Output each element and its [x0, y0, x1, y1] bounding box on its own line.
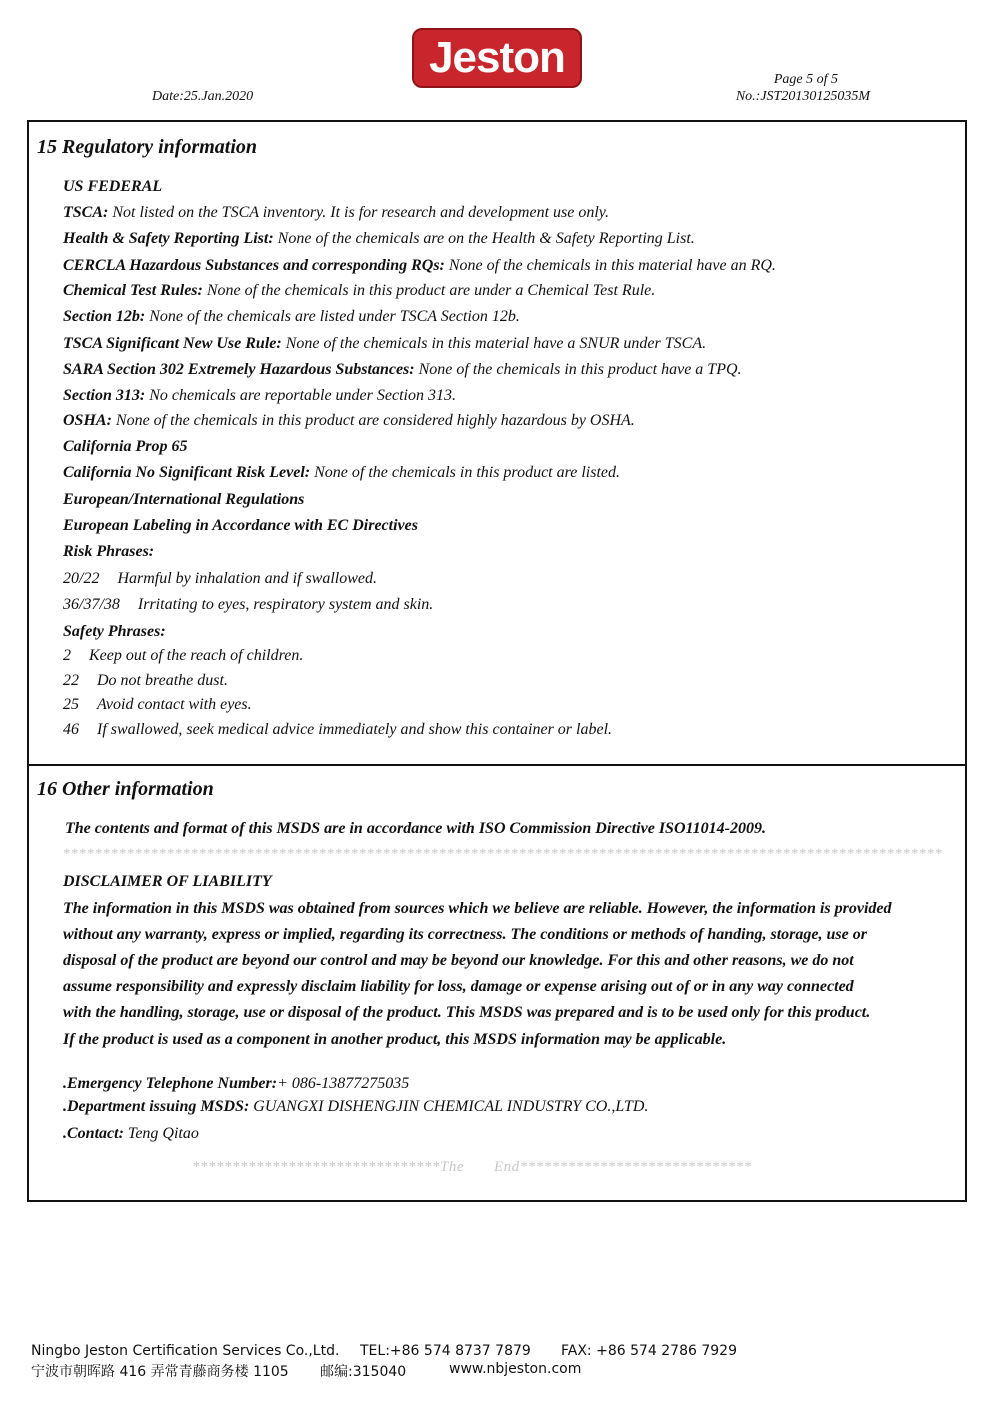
contact-value: Teng Qitao: [123, 1125, 199, 1142]
nsrl-text: None of the chemicals in this product are listed.: [310, 464, 621, 481]
snur-text: None of the chemicals in this material have a SNUR under TSCA.: [281, 335, 707, 352]
document-number: No.:JST20130125035M: [735, 89, 870, 104]
footer-address: 宁波市朝晖路 416 弄常青藤商务楼 1105: [31, 1364, 289, 1380]
end-marker: [192, 1159, 752, 1176]
nsrl-line: [63, 464, 620, 482]
footer-company: Ningbo Jeston Certification Services Co.,Ltd.: [31, 1343, 340, 1359]
euro-labeling-heading: European Labeling in Accordance with EC Directives: [63, 517, 418, 534]
footer-postcode: 邮编:315040: [320, 1364, 407, 1380]
nsrl-label: California No Significant Risk Level:: [63, 464, 311, 481]
safety-phrase-item: [63, 721, 612, 739]
chemical-test-rules-text: None of the chemicals in this product are under a Chemical Test Rule.: [202, 282, 656, 299]
health-safety-text: None of the chemicals are on the Health & Safety Reporting List.: [273, 230, 695, 247]
tsca-text: Not listed on the TSCA inventory. It is for research and development use only.: [108, 204, 610, 221]
sara-line: [63, 361, 742, 379]
contact-label: .Contact:: [63, 1125, 124, 1142]
footer-website[interactable]: www.nbjeston.com: [449, 1361, 582, 1377]
section-313-text: No chemicals are reportable under Section 313.: [145, 387, 456, 404]
footer-tel: TEL:+86 574 8737 7879: [360, 1343, 531, 1359]
department-value: GUANGXI DISHENGJIN CHEMICAL INDUSTRY CO.,LTD.: [249, 1098, 649, 1115]
section-12b-line: [63, 308, 520, 326]
cercla-label: CERCLA Hazardous Substances and corresponding RQs:: [63, 257, 445, 274]
end-marker-right: End*****************************: [494, 1159, 752, 1175]
risk-phrase-item: [63, 596, 433, 614]
jeston-logo: [412, 28, 582, 88]
department-label: .Department issuing MSDS:: [63, 1098, 250, 1115]
risk-phrases-heading: Risk Phrases:: [63, 543, 155, 560]
msds-content-frame: [27, 120, 967, 1202]
page-number: Page 5 of 5: [773, 72, 838, 87]
section-12b-text: None of the chemicals are listed under TSCA Section 12b.: [145, 308, 520, 325]
cercla-line: [63, 257, 776, 275]
section-313-label: Section 313:: [63, 387, 146, 404]
footer-fax: FAX: +86 574 2786 7929: [561, 1343, 737, 1359]
disclaimer-line: with the handling, storage, use or disposal of the product. This MSDS was prepared and is to be used only for this product.: [63, 1004, 871, 1021]
iso-statement: The contents and format of this MSDS are in accordance with ISO Commission Directive ISO11014-2009.: [65, 820, 766, 837]
risk-phrase-code: 20/22: [63, 570, 100, 587]
safety-phrase-text: If swallowed, seek medical advice immediately and show this container or label.: [97, 721, 613, 738]
section-15-title: 15 Regulatory information: [37, 136, 258, 158]
snur-label: TSCA Significant New Use Rule:: [63, 335, 282, 352]
us-federal-heading: US FEDERAL: [63, 178, 163, 195]
chemical-test-rules-label: Chemical Test Rules:: [63, 282, 203, 299]
section-12b-label: Section 12b:: [63, 308, 146, 325]
disclaimer-line: assume responsibility and expressly disclaim liability for loss, damage or expense arising out of or in any way connected: [63, 978, 854, 995]
separator-line: **************************************************************************************************************: [63, 846, 943, 862]
disclaimer-line: without any warranty, express or implied, regarding its correctness. The conditions or methods of handing, storage, use or: [63, 926, 867, 943]
emergency-phone-value: + 086-13877275035: [277, 1075, 410, 1092]
document-date: Date:25.Jan.2020: [152, 89, 254, 104]
safety-phrase-item: [63, 647, 303, 665]
cercla-text: None of the chemicals in this material have an RQ.: [444, 257, 776, 274]
safety-phrase-code: 46: [63, 721, 79, 738]
emergency-phone-label: .Emergency Telephone Number:: [63, 1075, 278, 1092]
safety-phrase-text: Avoid contact with eyes.: [97, 696, 252, 713]
end-marker-left: *******************************The: [192, 1159, 464, 1175]
prop65-heading: California Prop 65: [63, 438, 188, 455]
risk-phrase-item: [63, 570, 377, 588]
osha-text: None of the chemicals in this product are considered highly hazardous by OSHA.: [111, 412, 635, 429]
emergency-phone-line: [63, 1075, 409, 1093]
section-16-title: 16 Other information: [37, 778, 214, 800]
safety-phrase-code: 22: [63, 672, 79, 689]
health-safety-label: Health & Safety Reporting List:: [63, 230, 274, 247]
osha-line: [63, 412, 635, 430]
euro-regulations-heading: European/International Regulations: [63, 491, 305, 508]
disclaimer-line: If the product is used as a component in another product, this MSDS information may be applicable.: [63, 1031, 727, 1048]
department-line: [63, 1098, 648, 1116]
safety-phrase-text: Do not breathe dust.: [97, 672, 228, 689]
section-313-line: [63, 387, 456, 405]
sara-text: None of the chemicals in this product have a TPQ.: [414, 361, 742, 378]
section-divider: [29, 764, 965, 766]
disclaimer-line: disposal of the product are beyond our control and may be beyond our knowledge. For this and other reasons, we do not: [63, 952, 854, 969]
disclaimer-line: The information in this MSDS was obtained from sources which we believe are reliable. However, the information is provided: [63, 900, 892, 917]
chemical-test-rules-line: [63, 282, 655, 300]
safety-phrases-heading: Safety Phrases:: [63, 623, 166, 640]
risk-phrase-code: 36/37/38: [63, 596, 120, 613]
safety-phrase-code: 25: [63, 696, 79, 713]
risk-phrase-text: Irritating to eyes, respiratory system and skin.: [137, 596, 434, 613]
logo-text: Jeston: [429, 33, 565, 82]
osha-label: OSHA:: [63, 412, 112, 429]
tsca-line: [63, 204, 609, 222]
contact-line: [63, 1125, 199, 1143]
safety-phrase-item: [63, 672, 228, 690]
sara-label: SARA Section 302 Extremely Hazardous Substances:: [63, 361, 415, 378]
disclaimer-heading: DISCLAIMER OF LIABILITY: [63, 873, 272, 890]
safety-phrase-code: 2: [63, 647, 71, 664]
tsca-label: TSCA:: [63, 204, 109, 221]
safety-phrase-text: Keep out of the reach of children.: [89, 647, 304, 664]
risk-phrase-text: Harmful by inhalation and if swallowed.: [117, 570, 378, 587]
health-safety-line: [63, 230, 695, 248]
snur-line: [63, 335, 706, 353]
safety-phrase-item: [63, 696, 252, 714]
